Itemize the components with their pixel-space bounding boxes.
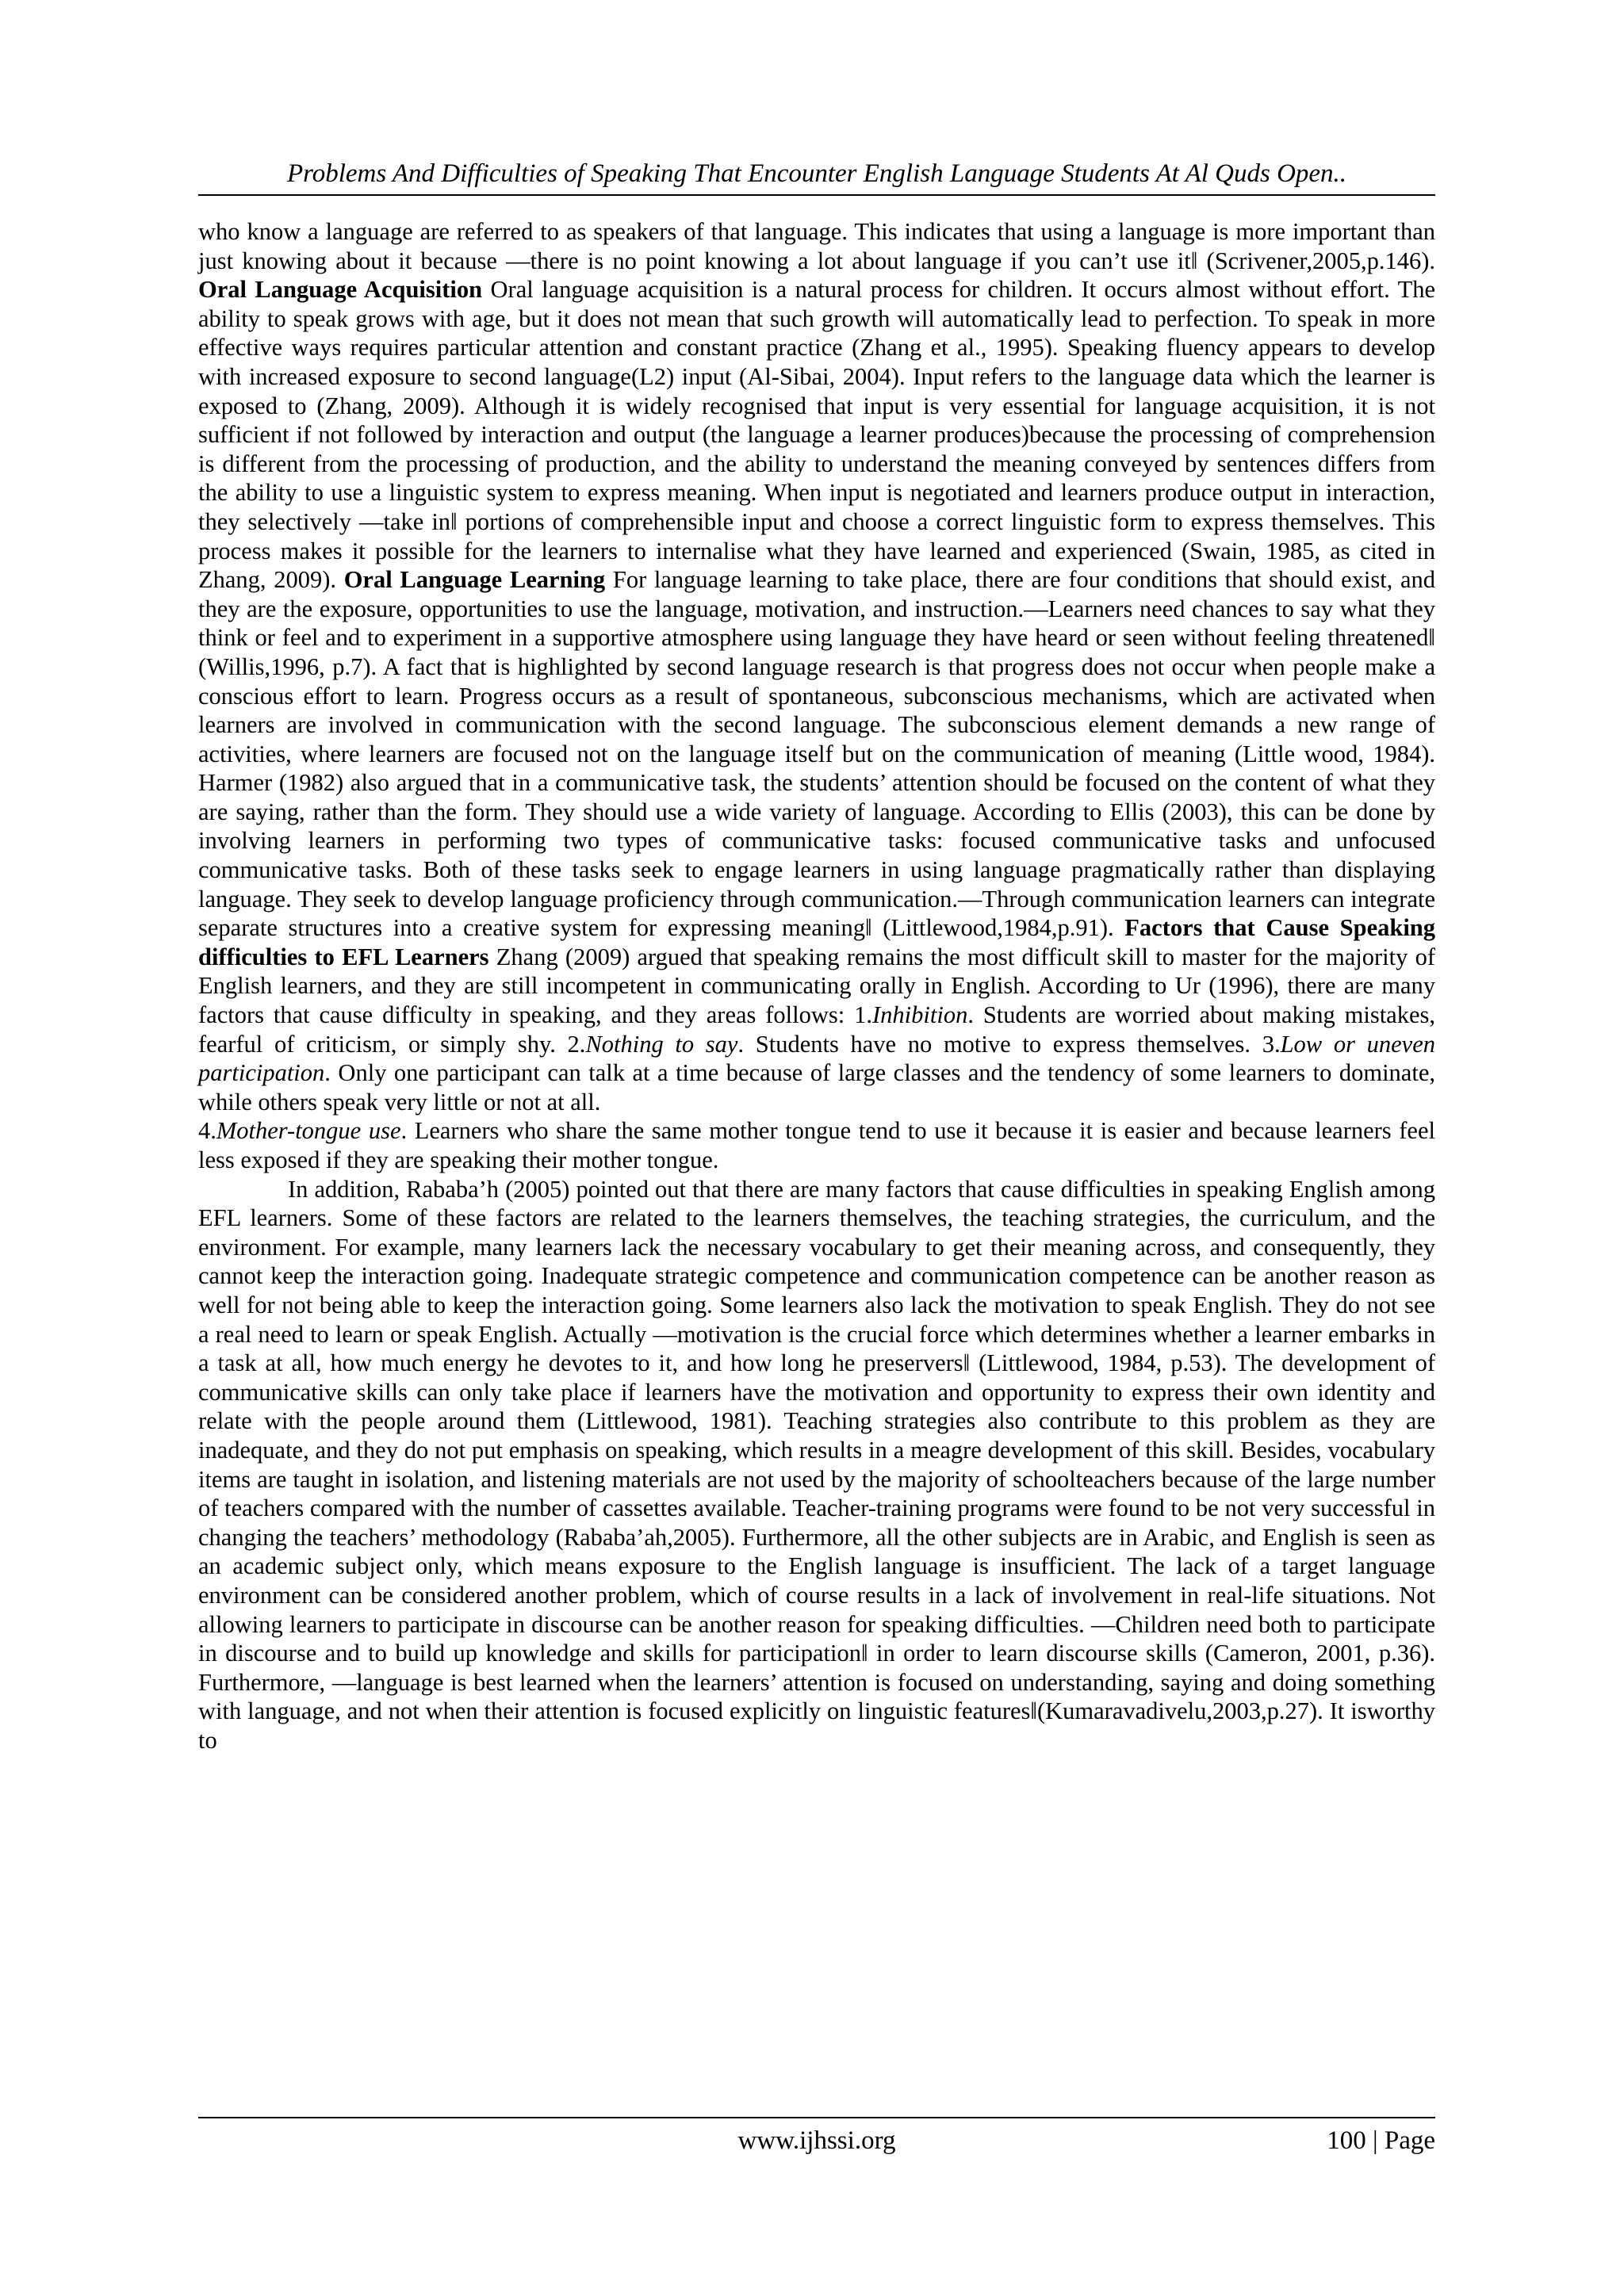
- footer-url: www.ijhssi.org: [737, 2126, 896, 2155]
- section-heading: Oral Language Learning: [343, 566, 606, 594]
- body-paragraph: [198, 217, 1435, 1116]
- page-number: 100 | Page: [1327, 2126, 1435, 2155]
- footer-rule: [198, 2117, 1435, 2118]
- section-heading: Factors that Cause Speaking difficulties to EFL Learners: [198, 914, 1436, 970]
- text-run: In addition, Rababa’h (2005) pointed out that there are many factors that cause difficulties in speaking English among EFL learners. Some of these factors are related to the learners themselves, the teaching strategies, the curriculum, and the environment. For example, many learners lack the necessary vocabulary to get their meaning across, and consequently, they cannot keep the interaction going. Inadequate strategic competence and communication competence can be another reason as well for not being able to keep the interaction going. Some learners also lack the motivation to speak English. They do not see a real need to learn or speak English. Actually ―motivation is the crucial force which determines whether a learner embarks in a task at all, how much energy he devotes to it, and how long he preservers‖ (Littlewood, 1984, p.53). The development of communicative skills can only take place if learners have the motivation and opportunity to express their own identity and relate with the people around them (Littlewood, 1981). Teaching strategies also contribute to this problem as they are inadequate, and they do not put emphasis on speaking, which results in a meagre development of this skill. Besides, vocabulary items are taught in isolation, and listening materials are not used by the majority of schoolteachers because of the large number of teachers compared with the number of cassettes available. Teacher-training programs were found to be not very successful in changing the teachers’ methodology (Rababa’ah,2005). Furthermore, all the other subjects are in Arabic, and English is seen as an academic subject only, which means exposure to the English language is insufficient. The lack of a target language environment can be considered another problem, which of course results in a lack of involvement in real-life situations. Not allowing learners to participate in discourse can be another reason for speaking difficulties. ―Children need both to participate in discourse and to build up knowledge and skills for participation‖ in order to learn discourse skills (Cameron, 2001, p.36). Furthermore, ―language is best learned when the learners’ attention is focused on understanding, saying and doing something with language, and not when their attention is focused explicitly on linguistic features‖(Kumaravadivelu,2003,p.27). It isworthy to: [198, 1175, 1435, 1754]
- section-heading: Oral Language Acquisition: [198, 276, 483, 304]
- header-rule: [198, 194, 1435, 196]
- body-paragraph: [198, 1116, 1435, 1174]
- text-run: 4.: [198, 1117, 216, 1145]
- header-title: Problems And Difficulties of Speaking That Encounter English Language Students At Al Quds Open..: [286, 159, 1347, 188]
- italic-term: Low or uneven participation: [198, 1030, 1435, 1087]
- text-run: who know a language are referred to as speakers of that language. This indicates that using a language is more important than just knowing about it because ―there is no point knowing a lot about language if you can’t use it‖ (Scrivener,2005,p.146).: [198, 218, 1435, 274]
- text-run: . Learners who share the same mother tongue tend to use it because it is easier and because learners feel less exposed if they are speaking their mother tongue.: [198, 1117, 1435, 1173]
- text-run: . Students are worried about making mistakes, fearful of criticism, or simply shy. 2.: [198, 1001, 1435, 1058]
- text-run: . Only one participant can talk at a time because of large classes and the tendency of some learners to dominate, while others speak very little or not at all.: [198, 1059, 1435, 1115]
- italic-term: Inhibition: [872, 1001, 968, 1029]
- italic-term: Mother-tongue use: [216, 1117, 401, 1145]
- article-body: [198, 217, 1435, 1755]
- text-run: . Students have no motive to express themselves. 3.: [737, 1030, 1281, 1058]
- text-run: Oral language acquisition is a natural process for children. It occurs almost without effort. The ability to speak grows with age, but it does not mean that such growth will automatically lead to perfection. To speak in more effective ways requires particular attention and constant practice (Zhang et al., 1995). Speaking fluency appears to develop with increased exposure to second language(L2) input (Al-Sibai, 2004). Input refers to the language data which the learner is exposed to (Zhang, 2009). Although it is widely recognised that input is very essential for language acquisition, it is not sufficient if not followed by interaction and output (the language a learner produces)because the processing of comprehension is different from the processing of production, and the ability to understand the meaning conveyed by sentences differs from the ability to use a linguistic system to express meaning. When input is negotiated and learners produce output in interaction, they selectively ―take in‖ portions of comprehensible input and choose a correct linguistic form to express themselves. This process makes it possible for the learners to internalise what they have learned and experienced (Swain, 1985, as cited in Zhang, 2009).: [198, 276, 1435, 594]
- body-paragraph: [198, 1175, 1435, 1755]
- running-header: [198, 154, 1435, 201]
- page-footer: [198, 2121, 1435, 2160]
- italic-term: Nothing to say: [585, 1030, 738, 1058]
- text-run: Zhang (2009) argued that speaking remains the most difficult skill to master for the majority of English learners, and they are still incompetent in communicating orally in English. According to Ur (1996), there are many factors that cause difficulty in speaking, and they areas follows: 1.: [198, 943, 1435, 1029]
- text-run: For language learning to take place, there are four conditions that should exist, and they are the exposure, opportunities to use the language, motivation, and instruction.―Learners need chances to say what they think or feel and to experiment in a supportive atmosphere using language they have heard or seen without feeling threatened‖ (Willis,1996, p.7). A fact that is highlighted by second language research is that progress does not occur when people make a conscious effort to learn. Progress occurs as a result of spontaneous, subconscious mechanisms, which are activated when learners are involved in communication with the second language. The subconscious element demands a new range of activities, where learners are focused not on the language itself but on the communication of meaning (Little wood, 1984). Harmer (1982) also argued that in a communicative task, the students’ attention should be focused on the content of what they are saying, rather than the form. They should use a wide variety of language. According to Ellis (2003), this can be done by involving learners in performing two types of communicative tasks: focused communicative tasks and unfocused communicative tasks. Both of these tasks seek to engage learners in using language pragmatically rather than displaying language. They seek to develop language proficiency through communication.―Through communication learners can integrate separate structures into a creative system for expressing meaning‖ (Littlewood,1984,p.91).: [198, 566, 1436, 942]
